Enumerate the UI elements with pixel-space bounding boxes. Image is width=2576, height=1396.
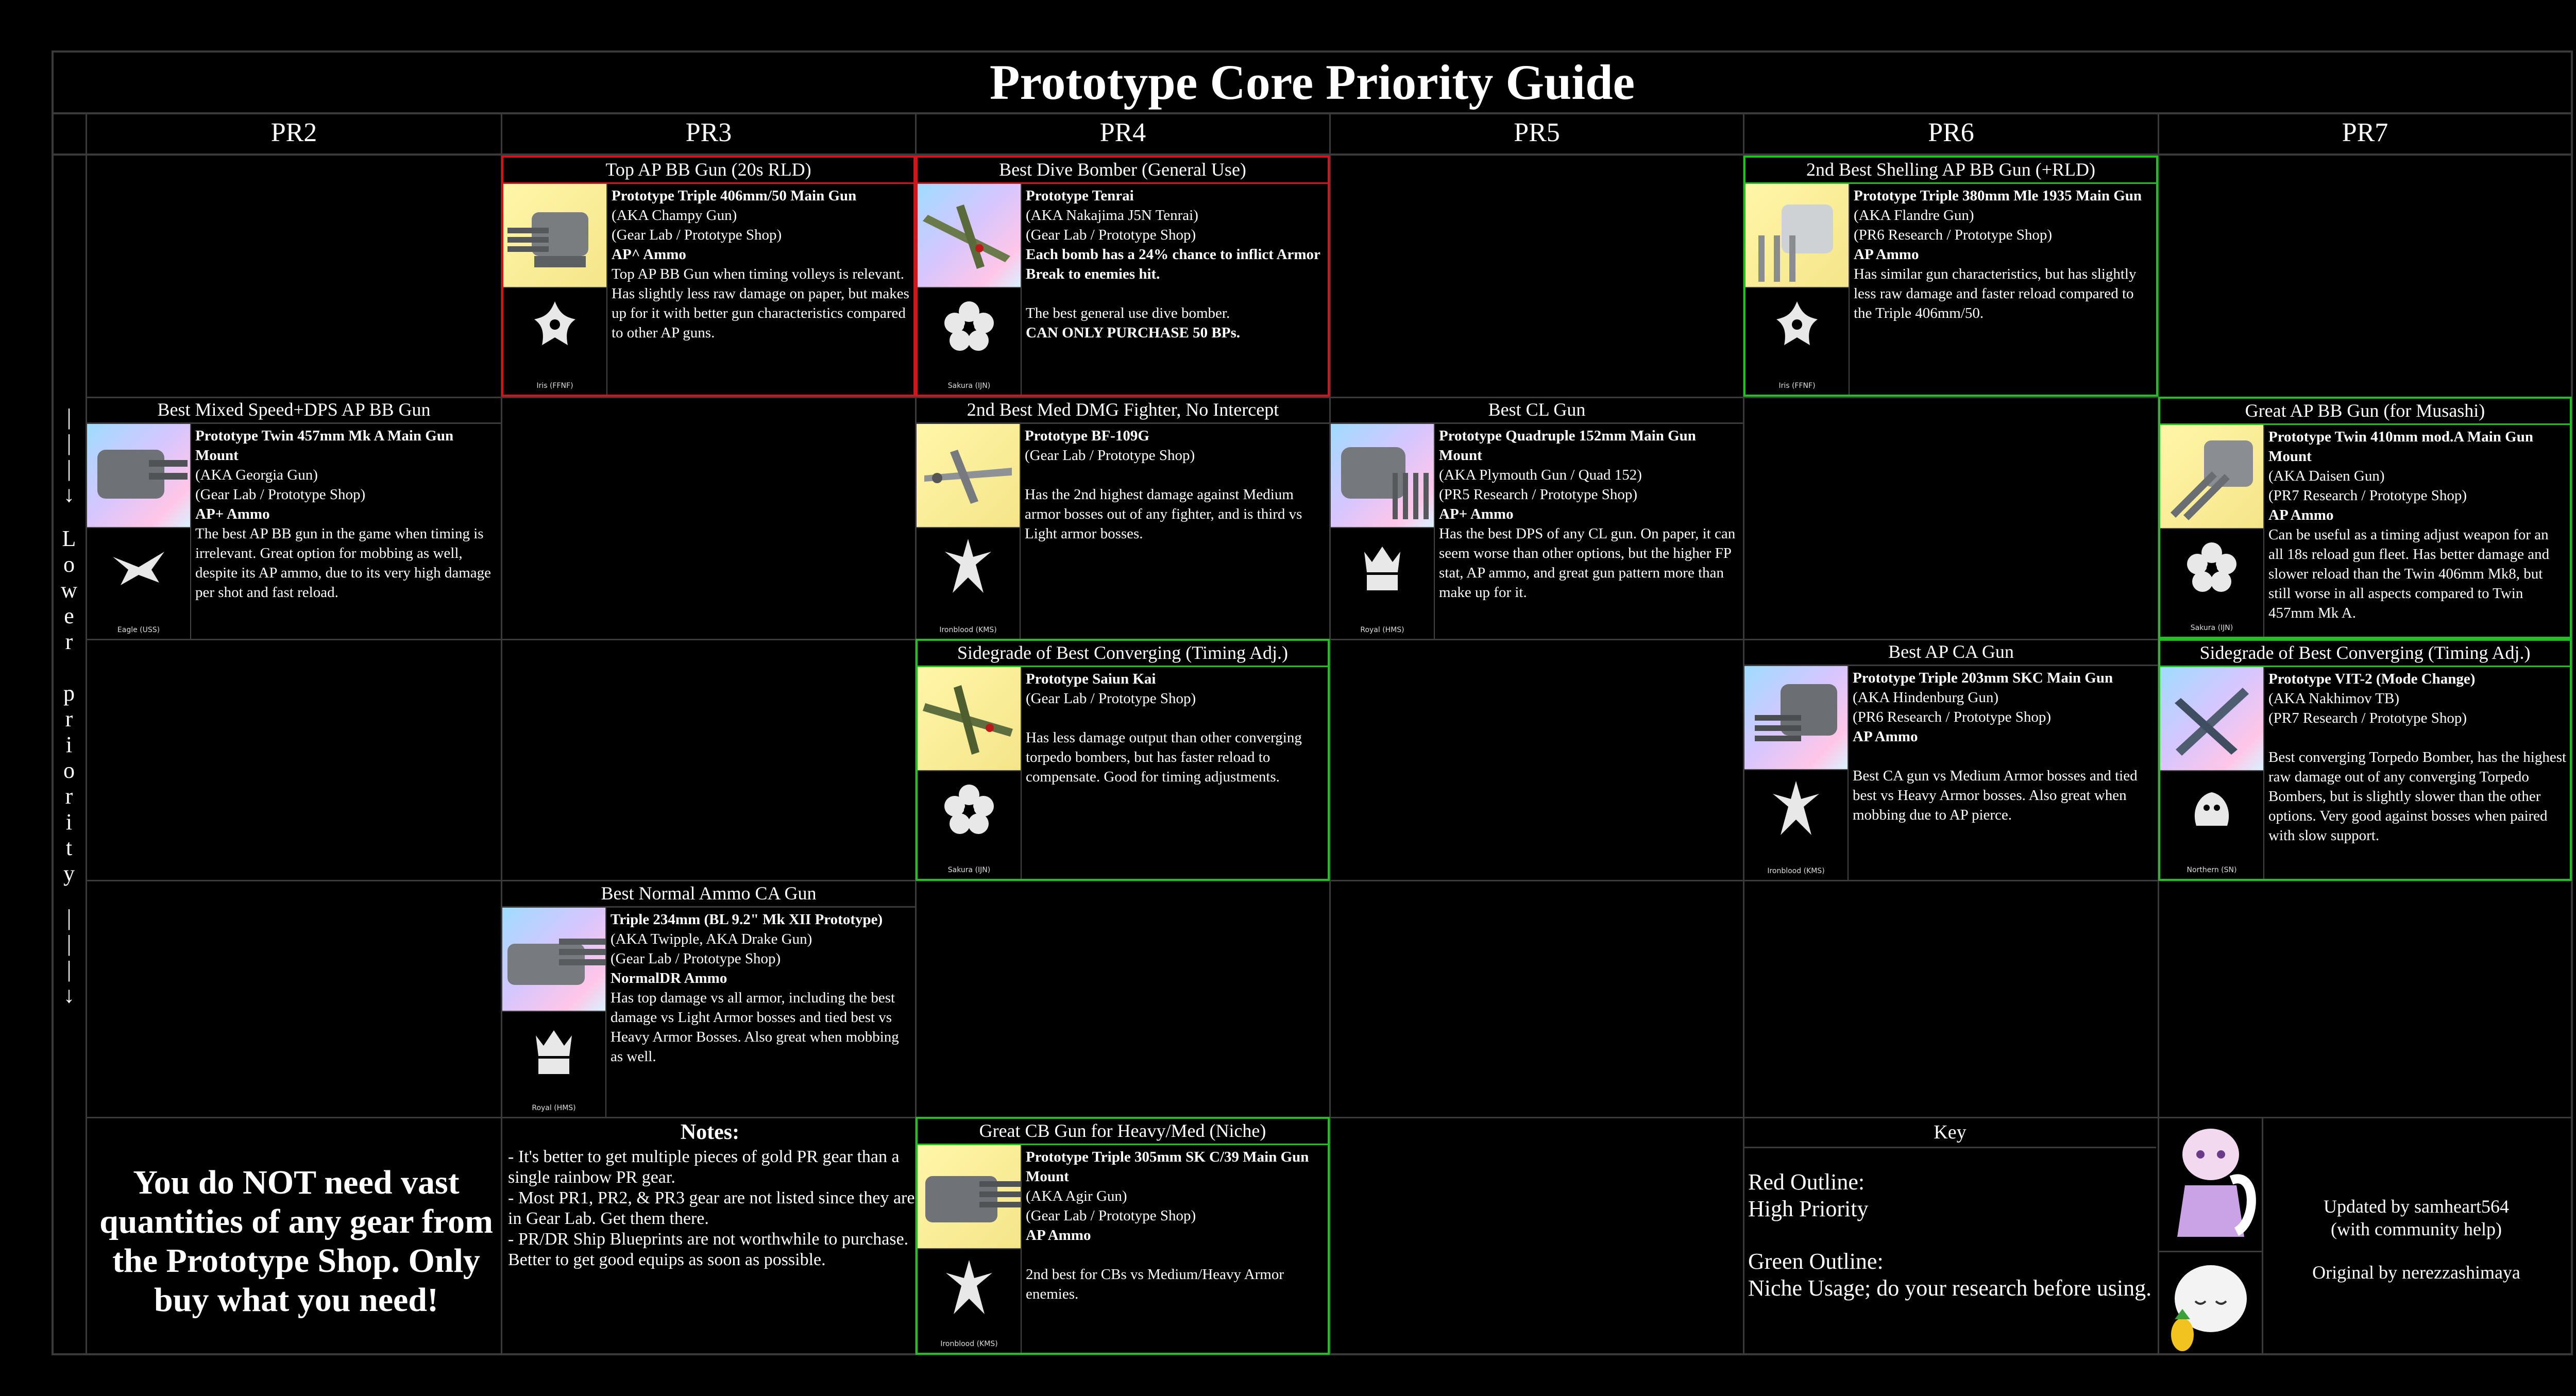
gear-source: (PR7 Research / Prototype Shop): [2268, 487, 2467, 504]
faction-name: Ironblood (KMS): [939, 626, 997, 634]
faction-name: Royal (HMS): [1360, 626, 1404, 634]
gear-ammo: AP Ammo: [1026, 1227, 1091, 1244]
faction-sakura-emblem: [918, 771, 1022, 880]
card-category: Top AP BB Gun (20s RLD): [503, 158, 913, 184]
side-letter: i: [65, 732, 73, 757]
card-text: [1853, 668, 2155, 825]
gear-alias: (AKA Daisen Gun): [2268, 468, 2385, 484]
gear-name: Prototype Twin 410mm mod.A Main Gun Mount: [2268, 429, 2533, 465]
gear-description: Best converging Torpedo Bomber, has the highest raw damage out of any converging Torpedo Bombers, but is slightly slower than the other options. Very good against bosses when paired with slow support.: [2268, 749, 2567, 844]
faction-northern-emblem: [2160, 771, 2264, 880]
faction-ironblood-emblem: [1744, 770, 1849, 880]
priority-side-label: [53, 157, 86, 1352]
credit-updated: Updated by samheart564: [2324, 1196, 2509, 1217]
faction-royal-emblem: [502, 1012, 606, 1117]
gear-name: Prototype Triple 406mm/50 Main Gun: [612, 188, 857, 204]
gear-description: Can be useful as a timing adjust weapon for an all 18s reload gun fleet. Has better damage and slower reload than the Twin 406mm Mk8, but still worse in all aspects compared to Twin 457mm Mk A.: [2268, 526, 2550, 621]
gear-description: Has less damage output than other converging torpedo bombers, but has faster reload to compensate. Good for timing adjustments.: [1026, 729, 1302, 785]
card-text: [612, 186, 910, 343]
faction-iris-emblem: [503, 288, 607, 396]
faction-royal-emblem: [1331, 528, 1435, 639]
faction-name: Eagle (USS): [117, 626, 160, 634]
column-header-pr4: PR4: [1099, 118, 1146, 147]
card-pr4-2nd-best-fighter[interactable]: [917, 398, 1329, 639]
gear-description: 2nd best for CBs vs Medium/Heavy Armor enemies.: [1026, 1266, 1284, 1302]
gear-name: Prototype Triple 380mm Mle 1935 Main Gun: [1854, 188, 2142, 204]
column-header-pr7: PR7: [2342, 118, 2388, 147]
card-pr4-sidegrade-saiun-kai[interactable]: [916, 639, 1330, 881]
key-red-label: Red Outline:: [1748, 1169, 1865, 1195]
side-letter: r: [65, 784, 73, 809]
gear-description: Has similar gun characteristics, but has slightly less raw damage and faster reload compared to the Triple 406mm/50.: [1854, 266, 2137, 321]
side-letter: e: [64, 603, 74, 628]
card-category: 2nd Best Shelling AP BB Gun (+RLD): [1745, 158, 2156, 184]
faction-name: Sakura (IJN): [947, 382, 991, 390]
dive-bomber-image: [918, 184, 1022, 288]
gear-description: Top AP BB Gun when timing volleys is relevant. Has slightly less raw damage on paper, but makes up for it with better gun characteristics compared to other AP guns.: [612, 266, 909, 341]
arrow-bar: |: [66, 456, 72, 481]
key-green-label: Green Outline:: [1748, 1249, 1884, 1274]
gear-description: Best CA gun vs Medium Armor bosses and tied best vs Heavy Armor bosses. Also great when mobbing due to AP pierce.: [1853, 768, 2138, 823]
faction-name: Iris (FFNF): [536, 382, 573, 390]
faction-name: Northern (SN): [2187, 866, 2237, 874]
card-text: [1439, 426, 1740, 602]
gear-source: (PR5 Research / Prototype Shop): [1439, 486, 1638, 503]
arrow-bar: |: [66, 905, 72, 930]
card-text: [611, 910, 912, 1066]
gear-ammo: AP Ammo: [2268, 507, 2334, 523]
gear-source: (Gear Lab / Prototype Shop): [611, 950, 781, 967]
side-letter: i: [65, 809, 73, 835]
faction-name: Iris (FFNF): [1778, 382, 1816, 390]
side-letter: p: [63, 680, 75, 706]
gear-source: (PR6 Research / Prototype Shop): [1854, 227, 2053, 243]
key-red-desc: High Priority: [1748, 1196, 1869, 1221]
credits-panel: [2262, 1118, 2571, 1352]
gear-name: Prototype Twin 457mm Mk A Main Gun Mount: [195, 428, 454, 464]
gear-alias: (AKA Twipple, AKA Drake Gun): [611, 931, 812, 947]
credit-original: Original by nerezzashimaya: [2312, 1262, 2520, 1283]
faction-name: Sakura (IJN): [2190, 624, 2233, 632]
card-category: 2nd Best Med DMG Fighter, No Intercept: [917, 398, 1329, 424]
gear-alias: (AKA Flandre Gun): [1854, 207, 1974, 224]
chibi-character-avatar: [2159, 1118, 2262, 1251]
gear-ammo: NormalDR Ammo: [611, 970, 727, 986]
arrow-bar: |: [66, 957, 72, 982]
gear-alias: (AKA Plymouth Gun / Quad 152): [1439, 467, 1642, 483]
faction-ironblood-emblem: [917, 528, 1021, 639]
card-pr4-best-dive-bomber[interactable]: [916, 156, 1330, 397]
page-title: Prototype Core Priority Guide: [989, 55, 1635, 110]
notes-title: Notes:: [680, 1120, 740, 1144]
big-note: You do NOT need vast quantities of any gear from the Prototype Shop. Only buy what you need!: [99, 1164, 493, 1319]
side-letter: w: [61, 577, 77, 603]
arrow-bar: |: [66, 931, 72, 956]
card-category: Best AP CA Gun: [1744, 640, 2158, 666]
gear-alias: (AKA Nakhimov TB): [2268, 690, 2400, 707]
card-text: [1026, 669, 1325, 787]
gear-description: The best AP BB gun in the game when timing is irrelevant. Great option for mobbing as well, despite its AP ammo, due to its very high damage per shot and fast reload.: [195, 525, 492, 601]
card-category: Great CB Gun for Heavy/Med (Niche): [918, 1119, 1328, 1145]
gun-turret-image: [918, 1145, 1022, 1249]
gun-turret-image: [503, 184, 607, 288]
card-text: [1026, 186, 1325, 343]
gear-special-note: Each bomb has a 24% chance to inflict Armor Break to enemies hit.: [1026, 246, 1320, 282]
gear-alias: (AKA Georgia Gun): [195, 467, 318, 483]
fighter-plane-image: [917, 424, 1021, 528]
gear-ammo: AP+ Ammo: [195, 506, 270, 522]
card-category: Sidegrade of Best Converging (Timing Adj.): [2160, 641, 2570, 667]
gear-name: Prototype Triple 203mm SKC Main Gun: [1853, 670, 2113, 686]
grid-line: [86, 112, 87, 1355]
card-pr7-great-ap-bb-gun-musashi[interactable]: [2158, 397, 2572, 639]
key-title: Key: [1744, 1118, 2156, 1148]
gear-purchase-limit: CAN ONLY PURCHASE 50 BPs.: [1026, 325, 1240, 341]
gear-source: (Gear Lab / Prototype Shop): [1026, 1207, 1196, 1224]
gear-name: Prototype Tenrai: [1026, 188, 1134, 204]
card-pr3-top-ap-bb-gun[interactable]: [501, 156, 916, 397]
gear-name: Prototype VIT-2 (Mode Change): [2268, 671, 2476, 687]
faction-iris-emblem: [1745, 288, 1850, 396]
card-pr3-best-normal-ammo-ca-gun[interactable]: [502, 881, 915, 1117]
gear-source: (Gear Lab / Prototype Shop): [612, 227, 782, 243]
card-category: Sidegrade of Best Converging (Timing Adj.): [918, 641, 1328, 667]
side-letter: y: [63, 861, 75, 886]
arrow-down-icon: ↓: [63, 982, 75, 1008]
gear-source: (Gear Lab / Prototype Shop): [1026, 690, 1196, 707]
side-letter: t: [65, 835, 73, 860]
card-text: [1025, 426, 1326, 543]
gear-name: Prototype Triple 305mm SK C/39 Main Gun Mount: [1026, 1149, 1309, 1185]
card-category: Best Mixed Speed+DPS AP BB Gun: [87, 398, 501, 424]
gear-description: Has the 2nd highest damage against Medium armor bosses out of any fighter, and is third vs Light armor bosses.: [1025, 486, 1302, 542]
side-letter: o: [63, 552, 75, 577]
card-category: Best Normal Ammo CA Gun: [502, 881, 915, 908]
credit-community: (with community help): [2331, 1219, 2502, 1239]
side-letter: L: [62, 526, 76, 551]
gear-name: Prototype Quadruple 152mm Main Gun Mount: [1439, 428, 1696, 464]
card-text: [1026, 1147, 1325, 1304]
card-text: [195, 426, 498, 602]
note-item: - PR/DR Ship Blueprints are not worthwhile to purchase. Better to get good equips as soon as possible.: [508, 1230, 909, 1269]
side-letter: r: [65, 706, 73, 731]
gear-alias: (AKA Hindenburg Gun): [1853, 689, 1998, 706]
faction-name: Sakura (IJN): [947, 866, 991, 874]
card-pr2-best-mixed-speed-dps[interactable]: [87, 398, 501, 639]
card-category: Best CL Gun: [1331, 398, 1743, 424]
gun-turret-image: [1331, 424, 1435, 528]
gun-turret-image: [1745, 184, 1850, 288]
gear-alias: (AKA Agir Gun): [1026, 1188, 1127, 1204]
notes-panel: [504, 1118, 916, 1352]
gun-turret-image: [87, 424, 191, 528]
card-category: Best Dive Bomber (General Use): [918, 158, 1328, 184]
key-panel: [1744, 1118, 2156, 1352]
card-pr6-best-ap-ca-gun[interactable]: [1744, 640, 2158, 880]
gun-turret-image: [2160, 425, 2264, 529]
note-item: - Most PR1, PR2, & PR3 gear are not listed since they are in Gear Lab. Get them there.: [508, 1188, 915, 1228]
faction-sakura-emblem: [2160, 529, 2264, 638]
card-text: [2268, 669, 2567, 845]
gun-turret-image: [502, 908, 606, 1012]
card-pr6-2nd-best-shelling-ap-bb-gun[interactable]: [1743, 156, 2158, 397]
column-header-pr3: PR3: [685, 118, 732, 147]
gear-ammo: AP Ammo: [1854, 246, 1919, 263]
gear-name: Prototype Saiun Kai: [1026, 671, 1156, 687]
side-letter: o: [63, 758, 75, 783]
arrow-down-icon: ↓: [63, 482, 75, 507]
card-text: [1854, 186, 2153, 323]
faction-eagle-emblem: [87, 528, 191, 639]
gear-description: Has the best DPS of any CL gun. On paper, it can seem worse than other options, but the higher FP stat, AP ammo, and great gun pattern more than make up for it.: [1439, 525, 1736, 601]
gear-alias: (AKA Nakajima J5N Tenrai): [1026, 207, 1198, 224]
gear-alias: (AKA Champy Gun): [612, 207, 737, 224]
faction-name: Royal (HMS): [532, 1104, 576, 1112]
arrow-bar: |: [66, 404, 72, 430]
gear-description: Has top damage vs all armor, including the best damage vs Light Armor bosses and tied best vs Heavy Armor Bosses. Also great when mobbing as well.: [611, 990, 899, 1065]
column-header-pr6: PR6: [1928, 118, 1974, 147]
gear-source: (PR7 Research / Prototype Shop): [2268, 710, 2467, 726]
column-header-pr2: PR2: [270, 118, 317, 147]
gear-description: The best general use dive bomber.: [1026, 305, 1230, 321]
card-pr7-sidegrade-vit-2[interactable]: [2158, 639, 2572, 881]
gear-source: (PR6 Research / Prototype Shop): [1853, 709, 2052, 725]
card-text: [2268, 427, 2567, 623]
gear-source: (Gear Lab / Prototype Shop): [195, 486, 366, 503]
gear-ammo: AP^ Ammo: [612, 246, 686, 263]
note-item: - It's better to get multiple pieces of gold PR gear than a single rainbow PR gear.: [508, 1147, 900, 1187]
gun-turret-image: [1744, 666, 1849, 770]
faction-name: Ironblood (KMS): [1767, 867, 1825, 875]
faction-ironblood-emblem: [918, 1249, 1022, 1354]
gear-ammo: AP Ammo: [1853, 728, 1918, 745]
faction-sakura-emblem: [918, 288, 1022, 396]
torpedo-bomber-image: [918, 667, 1022, 771]
torpedo-bomber-image: [2160, 667, 2264, 771]
side-letter: r: [65, 629, 73, 654]
column-header-pr5: PR5: [1514, 118, 1560, 147]
card-pr4-great-cb-gun[interactable]: [916, 1117, 1330, 1355]
faction-name: Ironblood (KMS): [940, 1340, 998, 1348]
card-pr5-best-cl-gun[interactable]: [1331, 398, 1743, 639]
chibi-character-avatar: [2159, 1252, 2262, 1353]
arrow-bar: |: [66, 430, 72, 455]
card-category: Great AP BB Gun (for Musashi): [2160, 399, 2570, 425]
gear-ammo: AP+ Ammo: [1439, 506, 1514, 522]
gear-name: Triple 234mm (BL 9.2" Mk XII Prototype): [611, 911, 883, 928]
gear-source: (Gear Lab / Prototype Shop): [1025, 447, 1195, 464]
gear-source: (Gear Lab / Prototype Shop): [1026, 227, 1196, 243]
key-green-desc: Niche Usage; do your research before using.: [1748, 1275, 2152, 1301]
gear-name: Prototype BF-109G: [1025, 428, 1149, 444]
